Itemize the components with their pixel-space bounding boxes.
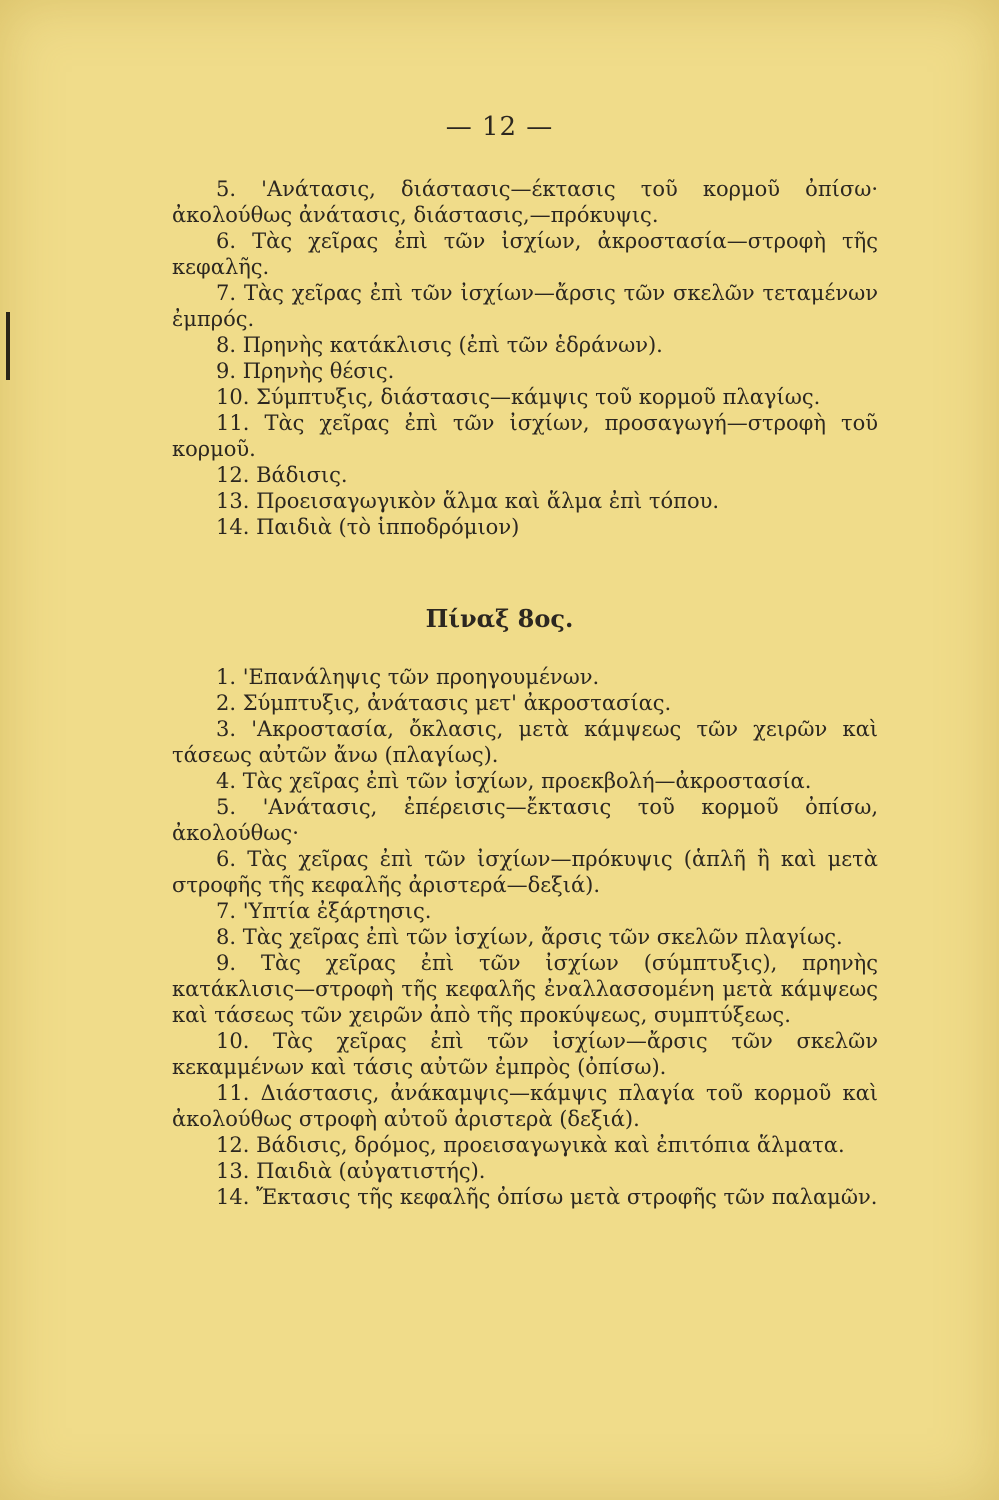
- list-item: 9. Τὰς χεῖρας ἐπὶ τῶν ἰσχίων (σύμπτυξις), πρηνὴς κατάκλισις—στροφὴ τῆς κεφαλῆς ἐναλλασσομένη μετὰ κάμψεως καὶ τάσεως τῶν χειρῶν ἀπὸ τῆς προκύψεως, συμπτύξεως.: [172, 951, 878, 1027]
- list-item: 5. 'Ανάτασις, διάστασις—έκτασις τοῦ κορμοῦ ὀπίσω· ἀκολούθως ἀνάτασις, διάστασις,—πρόκυψις.: [172, 177, 878, 227]
- list-item: 5. 'Ανάτασις, ἐπέρεισις—ἔκτασις τοῦ κορμοῦ ὀπίσω, ἀκολούθως·: [172, 795, 878, 845]
- exercise-list-table-8: [172, 664, 878, 1210]
- list-item: 6. Τὰς χεῖρας ἐπὶ τῶν ἰσχίων—πρόκυψις (ἁπλῆ ἢ καὶ μετὰ στροφῆς τῆς κεφαλῆς ἀριστερά—δεξιά).: [172, 847, 878, 897]
- list-item: 6. Τὰς χεῖρας ἐπὶ τῶν ἰσχίων, ἀκροστασία—στροφὴ τῆς κεφαλῆς.: [172, 229, 878, 279]
- list-item: 13. Προεισαγωγικὸν ἅλμα καὶ ἅλμα ἐπὶ τόπου.: [216, 489, 720, 513]
- list-item: 10. Τὰς χεῖρας ἐπὶ τῶν ἰσχίων—ἄρσις τῶν σκελῶν κεκαμμένων καὶ τάσις αὐτῶν ἐμπρὸς (ὀπίσω).: [172, 1029, 878, 1079]
- list-item: 4. Τὰς χεῖρας ἐπὶ τῶν ἰσχίων, προεκβολή—ἀκροστασία.: [216, 769, 812, 793]
- list-item: 12. Βάδισις.: [216, 463, 348, 487]
- list-item: 1. 'Επανάληψις τῶν προηγουμένων.: [216, 665, 600, 689]
- list-item: 8. Τὰς χεῖρας ἐπὶ τῶν ἰσχίων, ἄρσις τῶν σκελῶν πλαγίως.: [216, 925, 843, 949]
- list-item: 7. 'Υπτία ἐξάρτησις.: [216, 899, 432, 923]
- section-heading: Πίναξ 8ος.: [425, 604, 574, 633]
- exercise-list-continued: [172, 176, 878, 540]
- list-item: 9. Πρηνὴς θέσις.: [216, 359, 395, 383]
- list-item: 14. Παιδιὰ (τὸ ἱπποδρόμιον): [216, 515, 520, 539]
- list-item: 12. Βάδισις, δρόμος, προεισαγωγικὰ καὶ ἐπιτόπια ἅλματα.: [216, 1133, 845, 1157]
- page-number: — 12 —: [445, 112, 554, 142]
- list-item: 14. Ἔκτασις τῆς κεφαλῆς ὀπίσω μετὰ στροφῆς τῶν παλαμῶν.: [216, 1185, 878, 1209]
- list-item: 3. 'Ακροστασία, ὄκλασις, μετὰ κάμψεως τῶν χειρῶν καὶ τάσεως αὐτῶν ἄνω (πλαγίως).: [172, 717, 879, 767]
- margin-mark: [6, 312, 10, 380]
- list-item: 11. Διάστασις, ἀνάκαμψις—κάμψις πλαγία τοῦ κορμοῦ καὶ ἀκολούθως στροφὴ αὐτοῦ ἀριστερὰ (δεξιά).: [172, 1081, 878, 1131]
- list-item: 7. Τὰς χεῖρας ἐπὶ τῶν ἰσχίων—ἄρσις τῶν σκελῶν τεταμένων ἐμπρός.: [172, 281, 878, 331]
- list-item: 13. Παιδιὰ (αὐγατιστής).: [216, 1159, 486, 1183]
- list-item: 8. Πρηνὴς κατάκλισις (ἐπὶ τῶν ἑδράνων).: [216, 333, 663, 357]
- list-item: 2. Σύμπτυξις, ἀνάτασις μετ' ἀκροστασίας.: [216, 691, 672, 715]
- list-item: 10. Σύμπτυξις, διάστασις—κάμψις τοῦ κορμοῦ πλαγίως.: [216, 385, 821, 409]
- list-item: 11. Τὰς χεῖρας ἐπὶ τῶν ἰσχίων, προσαγωγή—στροφὴ τοῦ κορμοῦ.: [172, 411, 878, 461]
